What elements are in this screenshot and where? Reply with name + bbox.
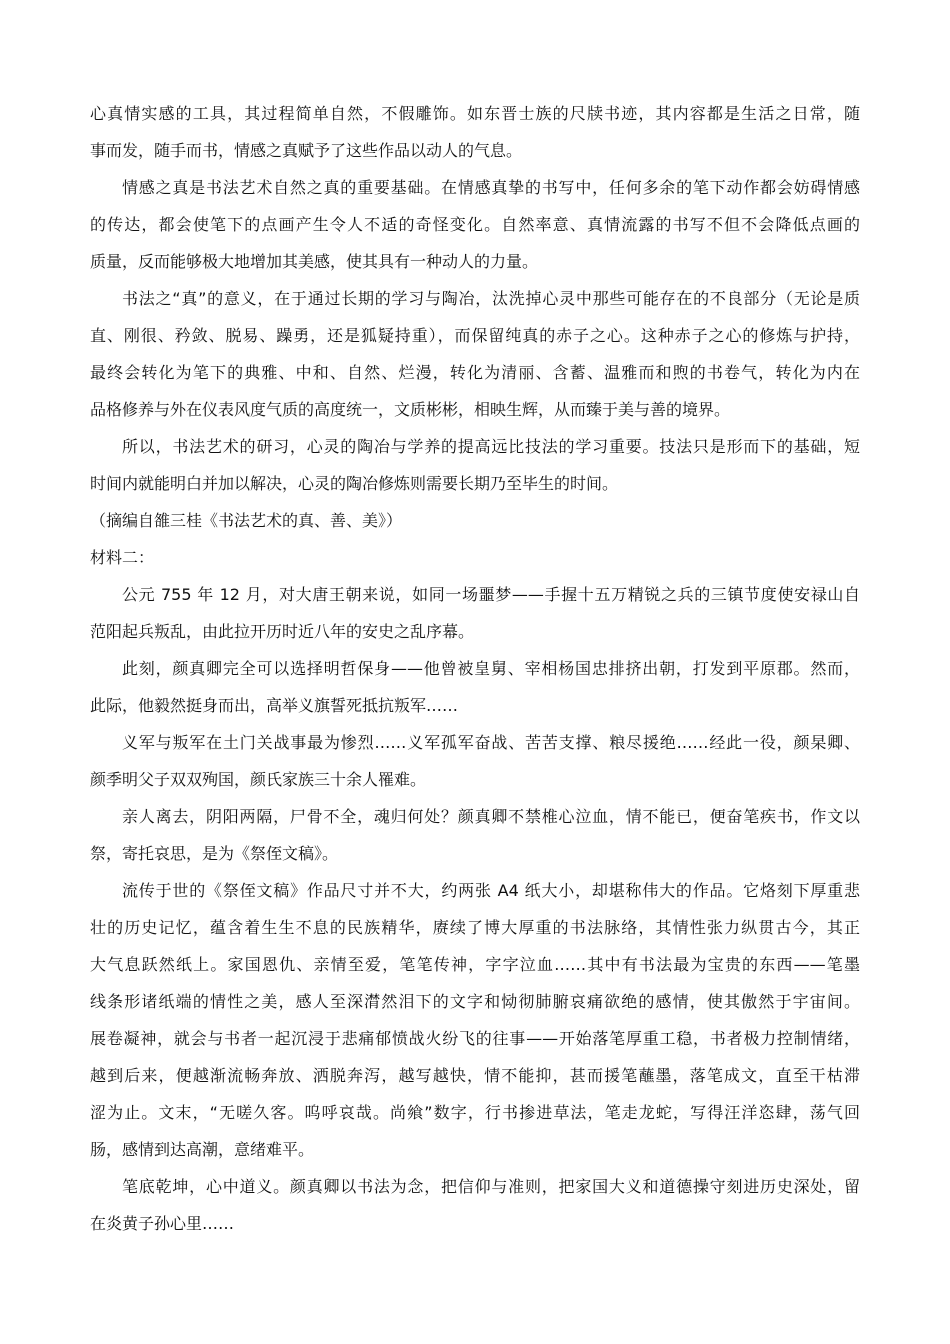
paragraph: [90, 872, 860, 1168]
text-line: 公元 755 年 12 月，对大唐王朝来说，如同一场噩梦——手握十五万精锐之兵的三镇节度使安禄山自: [122, 585, 860, 604]
paragraph: [90, 1168, 860, 1242]
paragraph: [90, 724, 860, 798]
text-line: 义军与叛军在土门关战事最为惨烈……义军孤军奋战、苦苦支撑、粮尽援绝……经此一役，颜杲卿、: [122, 733, 860, 752]
text-line: 心真情实感的工具，其过程简单自然，不假雕饰。如东晋士族的尺牍书迹，其内容都是生活之日常，随: [90, 104, 860, 123]
paragraph: [90, 650, 860, 724]
text-line: 祭，寄托哀思，是为《祭侄文稿》。: [90, 844, 339, 863]
text-line: 大气息跃然纸上。家国恩仇、亲情至爱，笔笔传神，字字泣血……其中有书法最为宝贵的东西——笔墨: [90, 955, 860, 974]
text-line: 此际，他毅然挺身而出，高举义旗誓死抵抗叛军……: [90, 696, 459, 715]
text-line: 最终会转化为笔下的典雅、中和、自然、烂漫，转化为清丽、含蓄、温雅而和煦的书卷气，转化为内在: [90, 363, 860, 382]
section-label: 材料二：: [90, 548, 155, 567]
text-line: 范阳起兵叛乱，由此拉开历时近八年的安史之乱序幕。: [90, 622, 475, 641]
text-line: 质量，反而能够极大地增加其美感，使其具有一种动人的力量。: [90, 252, 539, 271]
text-line: 涩为止。文末，“无嗟久客。呜呼哀哉。尚飨”数字，行书掺进草法，笔走龙蛇，写得汪洋恣肆，荡气回: [90, 1103, 860, 1122]
paragraph: [90, 169, 860, 280]
text-line: 品格修养与外在仪表风度气质的高度统一，文质彬彬，相映生辉，从而臻于美与善的境界。: [90, 400, 731, 419]
text-line: 时间内就能明白并加以解决，心灵的陶冶修炼则需要长期乃至毕生的时间。: [90, 474, 619, 493]
text-line: 展卷凝神，就会与书者一起沉浸于悲痛郁愤战火纷飞的往事——开始落笔厚重工稳，书者极力控制情绪，: [90, 1029, 860, 1048]
text-line: 肠，感情到达高潮，意绪难平。: [90, 1140, 315, 1159]
paragraph: [90, 798, 860, 872]
text-line: 的传达，都会使笔下的点画产生令人不适的奇怪变化。自然率意、真情流露的书写不但不会降低点画的: [90, 215, 860, 234]
paragraph: [90, 280, 860, 428]
text-line: 事而发，随手而书，情感之真赋予了这些作品以动人的气息。: [90, 141, 523, 160]
source-note: （摘编自雒三桂《书法艺术的真、善、美》）: [90, 511, 403, 530]
text-line: 流传于世的《祭侄文稿》作品尺寸并不大，约两张 A4 纸大小，却堪称伟大的作品。它烙刻下厚重悲: [122, 881, 860, 900]
document-body: [90, 95, 860, 1242]
text-line: 壮的历史记忆，蕴含着生生不息的民族精华，赓续了博大厚重的书法脉络，其情性张力纵贯古今，其正: [90, 918, 860, 937]
text-line: 此刻，颜真卿完全可以选择明哲保身——他曾被皇舅、宰相杨国忠排挤出朝，打发到平原郡。然而，: [122, 659, 860, 678]
text-line: 情感之真是书法艺术自然之真的重要基础。在情感真挚的书写中，任何多余的笔下动作都会妨碍情感: [122, 178, 860, 197]
text-line: 线条形诸纸端的情性之美，感人至深潸然泪下的文字和恸彻肺腑哀痛欲绝的感情，使其傲然于宇宙间。: [90, 992, 860, 1011]
text-line: 书法之“真”的意义，在于通过长期的学习与陶冶，汰洗掉心灵中那些可能存在的不良部分（无论是质: [122, 289, 860, 308]
text-line: 直、刚很、矜敛、脱易、躁勇，还是狐疑持重），而保留纯真的赤子之心。这种赤子之心的修炼与护持，: [90, 326, 860, 345]
paragraph: [90, 428, 860, 502]
paragraph: [90, 95, 860, 169]
text-line: 颜季明父子双双殉国，颜氏家族三十余人罹难。: [90, 770, 427, 789]
text-line: 所以，书法艺术的研习，心灵的陶冶与学养的提高远比技法的学习重要。技法只是形而下的基础，短: [122, 437, 860, 456]
text-line: 亲人离去，阴阳两隔，尸骨不全，魂归何处？颜真卿不禁椎心泣血，情不能已，便奋笔疾书，作文以: [122, 807, 860, 826]
text-line: 在炎黄子孙心里……: [90, 1214, 235, 1233]
text-line: 笔底乾坤，心中道义。颜真卿以书法为念，把信仰与准则，把家国大义和道德操守刻进历史深处，留: [122, 1177, 860, 1196]
paragraph: [90, 576, 860, 650]
text-line: 越到后来，便越渐流畅奔放、洒脱奔泻，越写越快，情不能抑，甚而援笔蘸墨，落笔成文，直至干枯滞: [90, 1066, 860, 1085]
